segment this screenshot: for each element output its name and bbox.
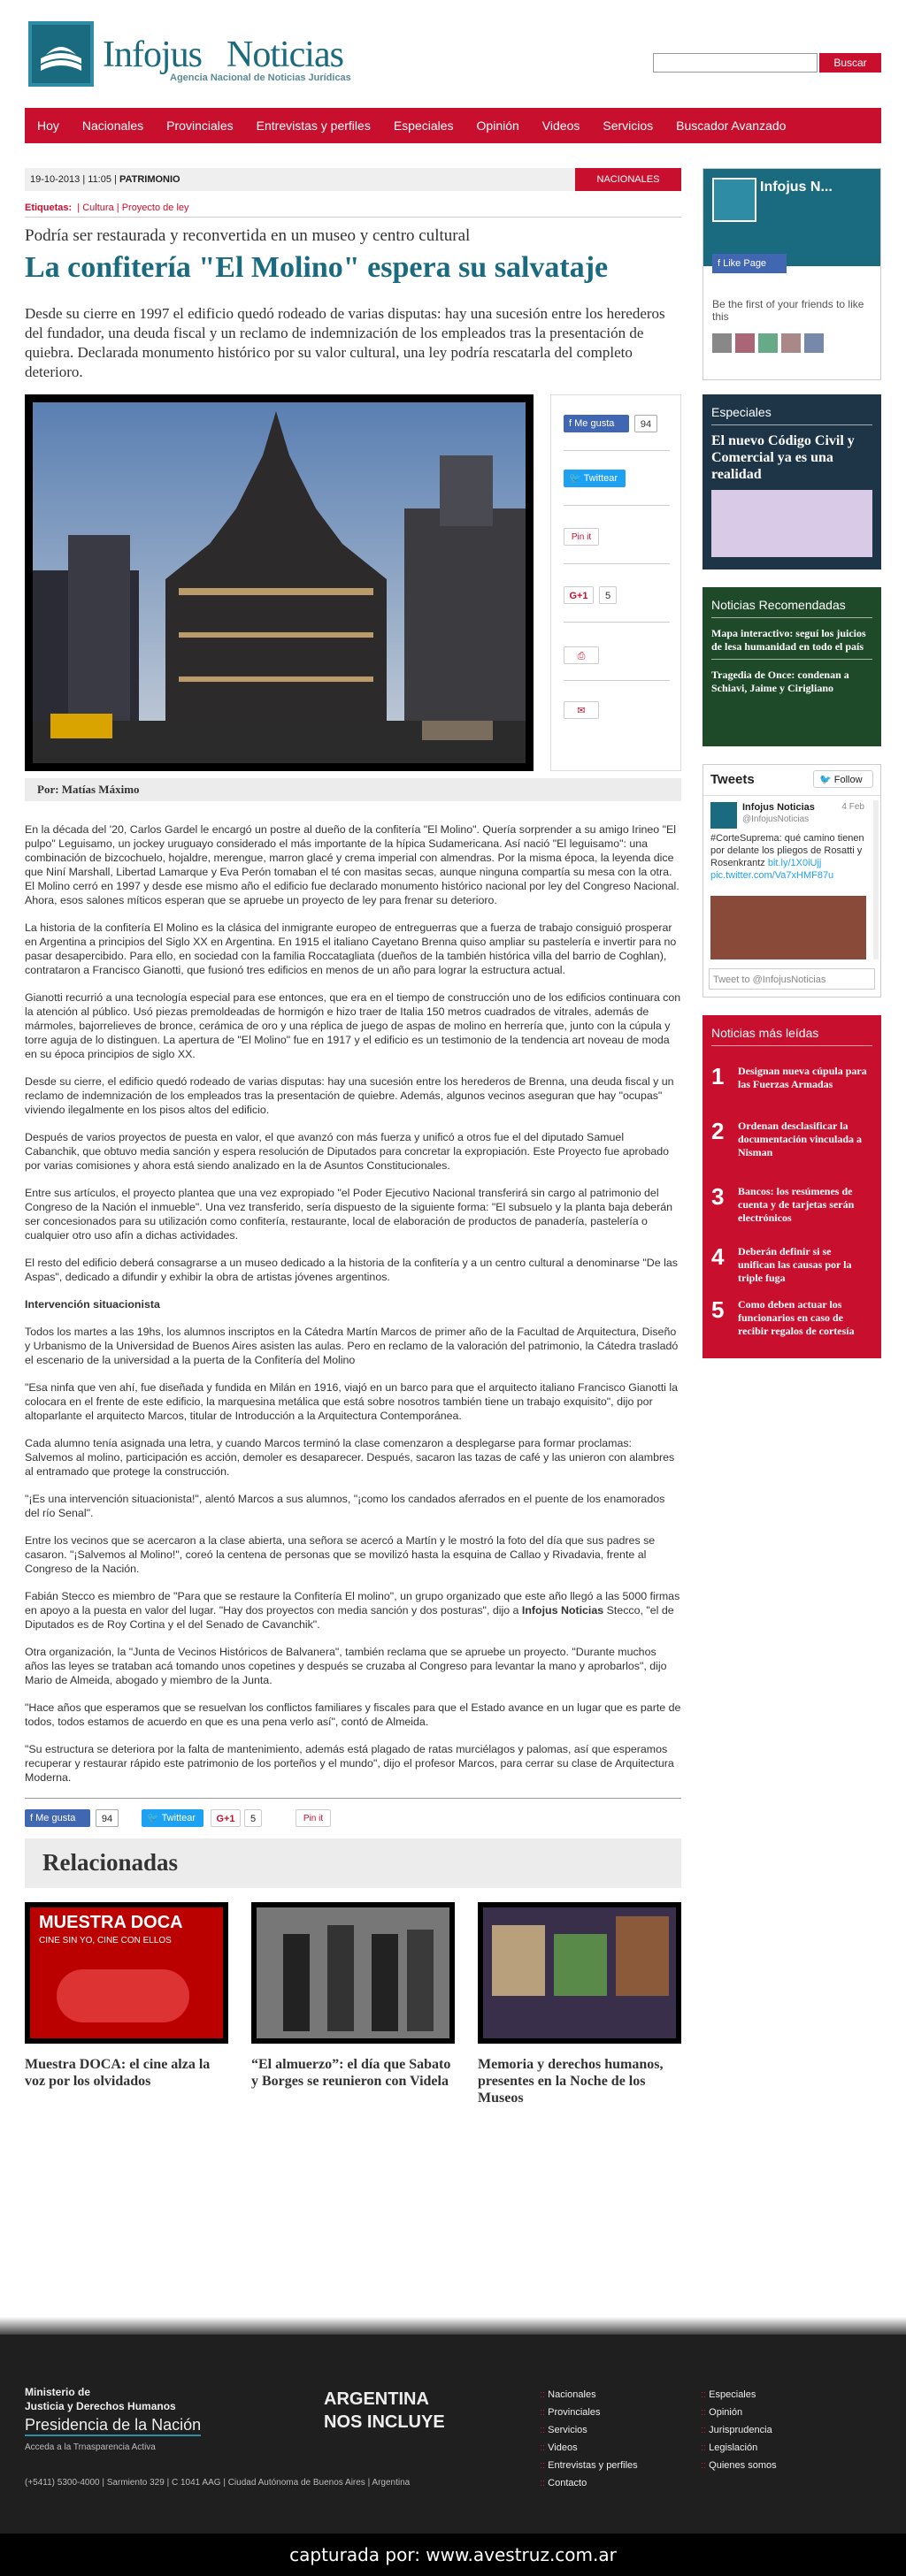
- recomendadas-widget: [703, 587, 881, 746]
- paragraph: Todos los martes a las 19hs, los alumnos inscriptos en la Cátedra Martín Marcos de primer año de la Facultad de Arquitectura, Diseño y Urbanismo de la Universidad de Buenos Aires asisten las aulas. Pero en reclamo de la valoración del patrimonio, la Cátedra trasladó el escenario de la universidad a la puerta de la Confitería del Molino: [25, 1326, 679, 1366]
- facebook-icon: f: [569, 418, 575, 429]
- facebook-count-bottom: 94: [96, 1809, 119, 1827]
- site-footer: [0, 2335, 906, 2534]
- related-image: [25, 1902, 228, 2044]
- pinterest-button-bottom[interactable]: Pin it: [296, 1809, 331, 1827]
- site-logo[interactable]: [28, 21, 366, 90]
- related-caption: Memoria y derechos humanos, presentes en la Noche de los Museos: [478, 2057, 664, 2106]
- google-plus-button-bottom[interactable]: G+1: [211, 1809, 241, 1827]
- article-time: 11:05: [88, 174, 111, 185]
- logo-book-icon: [28, 21, 94, 87]
- article-section: PATRIMONIO: [119, 174, 180, 185]
- rank-number: 5: [711, 1296, 725, 1323]
- paragraph: El resto del edificio deberá consagrarse a un museo dedicado a la historia de la confitería y a un centro cultural a denominarse "De las Aspas", dedicado a difundir y exhibir la obra de artistas jóvenes argentinos.: [25, 1257, 678, 1283]
- mas-leidas-item[interactable]: Designan nueva cúpula para las Fuerzas Armadas: [738, 1065, 867, 1090]
- footer-transparency-link[interactable]: Acceda a la Trnasparencia Activa: [25, 2442, 156, 2452]
- related-list: [25, 1902, 681, 2106]
- related-caption: Muestra DOCA: el cine alza la voz por los olvidados: [25, 2057, 211, 2089]
- paragraph: Después de varios proyectos de puesta en valor, el que avanzó con más fuerza y unificó a otros fue el del diputado Samuel Cabanchik, que obtuvo media sanción y espera resolución de Diputados para concretar la expropiación. Este Proyecto fue aprobado por varias comisiones y ahora está siendo analizado en la de Asuntos Constitucionales.: [25, 1131, 670, 1172]
- logo-name-infojus: Infojus: [103, 34, 202, 75]
- article-kicker: Podría ser restaurada y reconvertida en un museo y centro cultural: [25, 226, 471, 245]
- nav-entrevistas[interactable]: Entrevistas y perfiles: [256, 118, 371, 133]
- footer-link[interactable]: :: Nacionales: [540, 2389, 596, 2400]
- google-plus-count-bottom: 5: [244, 1809, 262, 1827]
- footer-link[interactable]: :: Legislación: [701, 2442, 758, 2453]
- article-date: 19-10-2013: [30, 174, 81, 185]
- footer-nos-incluye: NOS INCLUYE: [324, 2412, 445, 2432]
- tweet-text: #CorteSuprema: qué camino tienen por delante los pliegos de Rosatti y Rosenkrantz bit.ly/1X0iUjj pic.twitter.com/Va7xHMF87u: [710, 833, 864, 881]
- mas-leidas-title: Noticias más leídas: [711, 1026, 819, 1040]
- related-header: [25, 1838, 681, 1888]
- logo-name-noticias: Noticias: [226, 34, 343, 75]
- rank-number: 4: [711, 1243, 725, 1270]
- fb-friend-avatar[interactable]: [781, 333, 801, 353]
- mas-leidas-widget: [703, 1015, 881, 1358]
- especiales-title: Especiales: [711, 405, 772, 419]
- twitter-follow-button[interactable]: 🐦 Follow: [813, 770, 873, 788]
- paragraph: Otra organización, la "Junta de Vecinos Históricos de Balvanera", también reclama que se apruebe un proyecto. "Durante muchos años las leyes se trataban acá tomando unos copetines y después se cruzaba al Congreso para levantar la mano y aprobarlos", dijo Mario de Almeida, abogado y miembro de la Junta.: [25, 1646, 667, 1686]
- tweet-avatar[interactable]: [710, 802, 737, 829]
- footer-link[interactable]: :: Opinión: [701, 2407, 743, 2418]
- footer-address: (+5411) 5300-4000 | Sarmiento 329 | C 1041 AAG | Ciudad Autónoma de Buenos Aires | Argentina: [25, 2478, 411, 2488]
- article-photo: [25, 394, 534, 771]
- nav-provinciales[interactable]: Provinciales: [166, 118, 234, 133]
- fb-page-logo: [712, 178, 756, 222]
- footer-share-bar: [25, 1798, 681, 1833]
- email-icon[interactable]: ✉: [564, 701, 599, 719]
- fb-friend-avatar[interactable]: [712, 333, 732, 353]
- mas-leidas-item[interactable]: Como deben actuar los funcionarios en caso de recibir regalos de cortesía: [738, 1298, 855, 1337]
- related-item[interactable]: [25, 1902, 228, 2090]
- tags-label: Etiquetas:: [25, 203, 73, 213]
- rank-number: 2: [711, 1118, 725, 1144]
- doca-subtitle: CINE SIN YO, CINE CON ELLOS: [39, 1936, 172, 1945]
- recomendadas-item[interactable]: Mapa interactivo: seguí los juicios de lesa humanidad en todo el país: [711, 627, 866, 653]
- facebook-icon: f: [718, 258, 724, 269]
- subheading: Intervención situacionista: [25, 1298, 160, 1311]
- article-category-badge[interactable]: NACIONALES: [575, 168, 681, 191]
- tag-proyecto-ley[interactable]: Proyecto de ley: [121, 203, 189, 213]
- related-title: Relacionadas: [42, 1849, 179, 1876]
- footer-link[interactable]: :: Entrevistas y perfiles: [540, 2460, 638, 2471]
- twitter-icon: 🐦: [569, 473, 584, 484]
- footer-link[interactable]: :: Contacto: [540, 2478, 587, 2488]
- nav-servicios[interactable]: Servicios: [603, 118, 654, 133]
- footer-link[interactable]: :: Especiales: [701, 2389, 756, 2400]
- google-plus-button[interactable]: G+1: [564, 586, 594, 604]
- tweets-title: Tweets: [710, 772, 755, 787]
- article-lead: Desde su cierre en 1997 el edificio quedó rodeado de varias disputas: hay una sucesión entre los herederos del fundador, una deuda fiscal y un reclamo de indemnización de los empleados tras la presentación de quiebra. Declarada monumento histórico por su valor cultural, una ley podría rescatarla del completo deterioro.: [25, 305, 665, 380]
- twitter-widget: [703, 764, 881, 998]
- photo-row: [25, 394, 681, 771]
- search-button[interactable]: Buscar: [819, 53, 881, 73]
- fb-friend-avatar[interactable]: [758, 333, 778, 353]
- paragraph: En la década del '20, Carlos Gardel le encargó un postre al dueño de la confitería "El Molino". Quería sorprender a su amigo Irineo "El pulpo" Leguisamo, un jockey uruguayo considerado el más importante de la hípica Sudamericana. Así nació "El leguisamo": una combinación de bizcochuelo, hojaldre, merengue, marron glacé y crema imperial con almendras. Por la misma época, la leyenda dice que Niní Marshall, Libertad Lamarque y Eva Perón tomaban el té con masitas secas, aunque ninguna compartía su mesa con la otra. El Molino cerró en 1997 y desde ese mismo año el edificio fue declarado monumento histórico nacional por ley del Congreso Nacional. Ahora, esos salones míticos esperan que se apruebe un proyecto de ley para frenar su deterioro.: [25, 823, 680, 906]
- facebook-icon: f: [30, 1813, 36, 1823]
- footer-presidencia: Presidencia de la Nación: [25, 2416, 201, 2436]
- nav-opinion[interactable]: Opinión: [476, 118, 519, 133]
- paragraph: Entre sus artículos, el proyecto plantea que una vez expropiado "el Poder Ejecutivo Nacional transferirá sin cargo al patrimonio del Congreso de la Nación el inmueble". Una vez transferido, sería dispuesto de la siguiente forma: "El subsuelo y la planta baja deberán ser concesionados para su utilización como confitería, restaurante, local de elaboración de productos de panadería, pastelería o cualquier otro uso afín a dichas actividades.: [25, 1187, 673, 1242]
- nav-hoy[interactable]: Hoy: [37, 118, 59, 133]
- footer-link[interactable]: :: Servicios: [540, 2425, 587, 2435]
- related-caption: “El almuerzo”: el día que Sabato y Borges se reunieron con Videla: [251, 2057, 451, 2089]
- twitter-icon: 🐦: [147, 1813, 162, 1823]
- paragraph: "Esa ninfa que ven ahí, fue diseñada y fundida en Milán en 1916, viajó en un barco para que el arquitecto italiano Francisco Gianotti la colocara en el frente de este edificio, la marquesina metálica que está sobre nosotros también tiene un trabajo exquisito", dijo por altoparlante el arquitecto Marcos, titular de Introducción a la Arquitectura Contemporánea.: [25, 1381, 678, 1422]
- paragraph: Entre los vecinos que se acercaron a la clase abierta, una señora se acercó a Martín y le mostró la foto del día que sus padres se casaron. "¡Salvemos al Molino!", coreó la centena de personas que se movilizó hasta la esquina de Callao y Rivadavia, frente al Congreso de la Nación.: [25, 1534, 656, 1575]
- recomendadas-title: Noticias Recomendadas: [711, 598, 846, 612]
- paragraph: La historia de la confitería El Molino es la clásica del inmigrante europeo de entreguerras que a fuerza de trabajo consiguió prosperar en Argentina a principios del Siglo XX en Argentina. En 1915 el italiano Cayetano Brenna quiso ampliar su pastelería e invertir para no pasar desapercibido. Para ello, en sociedad con la familia Roccatagliata (dueños de la también histórica villa del barrio de Coghlan), contrataron a Francisco Gianotti, que fusionó tres edificios en menos de un año para lograr la estructura actual.: [25, 921, 677, 976]
- footer-ministry2: Justicia y Derechos Humanos: [25, 2400, 176, 2412]
- paragraph: Fabián Stecco es miembro de "Para que se restaure la Confitería El molino", un grupo organizado que este año llegó a las 5000 firmas en apoyo a la puesta en valor del lugar. "Hay dos proyectos con media sanción y dos posturas", dijo a Infojus Noticias Stecco, "el de Diputados es de Roy Cortina y el del Senado de Cavanchik".: [25, 1590, 680, 1631]
- paragraph: "Hace años que esperamos que se resuelvan los conflictos familiares y fiscales para que el Estado avance en un lugar que es parte de todos, todos estamos de acuerdo en que es una pena verlo así", contó de Almeida.: [25, 1701, 681, 1728]
- twitter-button[interactable]: 🐦 Twittear: [564, 470, 626, 487]
- mas-leidas-item[interactable]: Bancos: los resúmenes de cuenta y de tarjetas serán electrónicos: [738, 1185, 855, 1224]
- article-body: [25, 822, 681, 1785]
- logo-tagline: Agencia Nacional de Noticias Jurídicas: [170, 73, 351, 83]
- article-author: Por: Matías Máximo: [25, 778, 681, 801]
- related-item[interactable]: [478, 1902, 681, 2106]
- mas-leidas-item[interactable]: Deberán definir si se unifican las causas por la triple fuga: [738, 1245, 852, 1284]
- fb-page-title[interactable]: Infojus N...: [760, 180, 833, 195]
- recomendadas-item[interactable]: Tragedia de Once: condenan a Schiavi, Jaime y Cirigliano: [711, 669, 849, 694]
- tweet-scrollbar[interactable]: [873, 800, 879, 959]
- footer-link[interactable]: :: Quienes somos: [701, 2460, 777, 2471]
- tweet-date: 4 Feb: [841, 802, 864, 812]
- tweet-input[interactable]: Tweet to @InfojusNoticias: [709, 968, 875, 990]
- rank-number: 1: [711, 1063, 725, 1089]
- article-main: [25, 168, 681, 2106]
- search-input[interactable]: [653, 53, 818, 73]
- rank-number: 3: [711, 1183, 725, 1210]
- facebook-like-button[interactable]: f Me gusta: [564, 415, 629, 432]
- tweet-link[interactable]: bit.ly/1X0iUjj pic.twitter.com/Va7xHMF87u: [710, 858, 834, 881]
- twitter-icon: 🐦: [819, 775, 834, 785]
- print-icon[interactable]: ⎙: [564, 646, 599, 664]
- facebook-count: 94: [634, 415, 657, 432]
- nav-nacionales[interactable]: Nacionales: [81, 118, 144, 133]
- paragraph: "¡Es una intervención situacionista!", alentó Marcos a sus alumnos, "¡como los candados aferrados en el puente de los enamorados del río Senal".: [25, 1493, 665, 1519]
- mas-leidas-item[interactable]: Ordenan desclasificar la documentación vinculada a Nisman: [738, 1120, 863, 1158]
- paragraph: "Su estructura se deteriora por la falta de mantenimiento, además está plagado de ratas murciélagos y palomas, así que esperamos recuperar y restaurar rápido este patrimonio de los porteños y el mundo", dijo el profesor Marcos, para cerrar su clase de Arquitectura Moderna.: [25, 1743, 674, 1784]
- doca-title: MUESTRA DOCA: [39, 1913, 183, 1932]
- especiales-item[interactable]: El nuevo Código Civil y Comercial ya es una realidad: [711, 433, 855, 482]
- footer-link[interactable]: :: Provinciales: [540, 2407, 601, 2418]
- tweet-handle: @InfojusNoticias: [742, 814, 810, 824]
- facebook-like-button-bottom[interactable]: f Me gusta: [25, 1809, 90, 1827]
- article-title: La confitería "El Molino" espera su salvataje: [25, 251, 609, 284]
- related-image: [251, 1902, 455, 2044]
- related-image: [478, 1902, 681, 2044]
- tweet-user[interactable]: Infojus Noticias: [742, 802, 815, 813]
- nav-videos[interactable]: Videos: [541, 118, 580, 133]
- especiales-widget: [703, 394, 881, 569]
- related-item[interactable]: [251, 1902, 455, 2090]
- footer-argentina: ARGENTINA: [324, 2389, 429, 2409]
- capture-caption: capturada por: www.avestruz.com.ar: [0, 2534, 906, 2576]
- twitter-button-bottom[interactable]: 🐦 Twittear: [142, 1809, 203, 1827]
- nav-buscador[interactable]: Buscador Avanzado: [676, 118, 787, 133]
- paragraph: Desde su cierre, el edificio quedó rodeado de varias disputas: hay una sucesión entre los herederos de Brenna, una deuda fiscal y un reclamo de indemnización de los empleados tras la presentación de quiebre. Además, algunos vecinos aseguran que hay "ocupas" viviendo ilegalmente en los pisos altos del edificio.: [25, 1075, 674, 1116]
- site-header: [0, 0, 906, 106]
- facebook-widget: [703, 168, 881, 380]
- google-plus-count: 5: [599, 586, 617, 604]
- fb-friends-text: Be the first of your friends to like this: [712, 298, 864, 323]
- nav-especiales[interactable]: Especiales: [393, 118, 454, 133]
- fb-friend-avatar[interactable]: [735, 333, 755, 353]
- especiales-image: [711, 490, 872, 557]
- article-tags: Etiquetas: | Cultura | Proyecto de ley: [25, 198, 681, 218]
- paragraph: Cada alumno tenía asignada una letra, y cuando Marcos terminó la clase comenzaron a desplegarse para formar proclamas: Salvemos al molino, participación es acción, demoler es desaparecer. Después, sacaron las tazas de café y las unieron con alambres al entramado que protege la construcción.: [25, 1437, 675, 1478]
- footer-link[interactable]: :: Videos: [540, 2442, 578, 2453]
- tag-cultura[interactable]: Cultura: [82, 203, 114, 213]
- footer-ministry1: Ministerio de: [25, 2386, 91, 2398]
- tweet-image[interactable]: [710, 896, 866, 959]
- share-panel: [550, 394, 681, 771]
- footer-link[interactable]: :: Jurisprudencia: [701, 2425, 772, 2435]
- pinterest-button[interactable]: Pin it: [564, 528, 599, 546]
- fb-like-page-button[interactable]: f Like Page: [712, 254, 787, 273]
- fb-friend-avatar[interactable]: [804, 333, 824, 353]
- sidebar: [703, 168, 881, 1358]
- article-meta: 19-10-2013 | 11:05 | PATRIMONIO NACIONALES: [25, 168, 681, 191]
- main-nav: [25, 108, 881, 143]
- paragraph: Gianotti recurrió a una tecnología especial para ese entonces, que era en el tiempo de construcción uno de los edificios continuara con la atención al público. Usó piezas premoldeadas de hormigón e hizo traer de Italia 150 metros cuadrados de vitrales, además de mármoles, bajorrelieves de bronce, cerámica de oro y una réplica de juego de aspas de molino en herrería que, junto con la cúpula y torre aguja de lo distinguen. La apertura de "El Molino" fue en 1917 y el edificio es un testimonio de la tendencia art noveau de moda en su época principios de siglo XX.: [25, 991, 681, 1060]
